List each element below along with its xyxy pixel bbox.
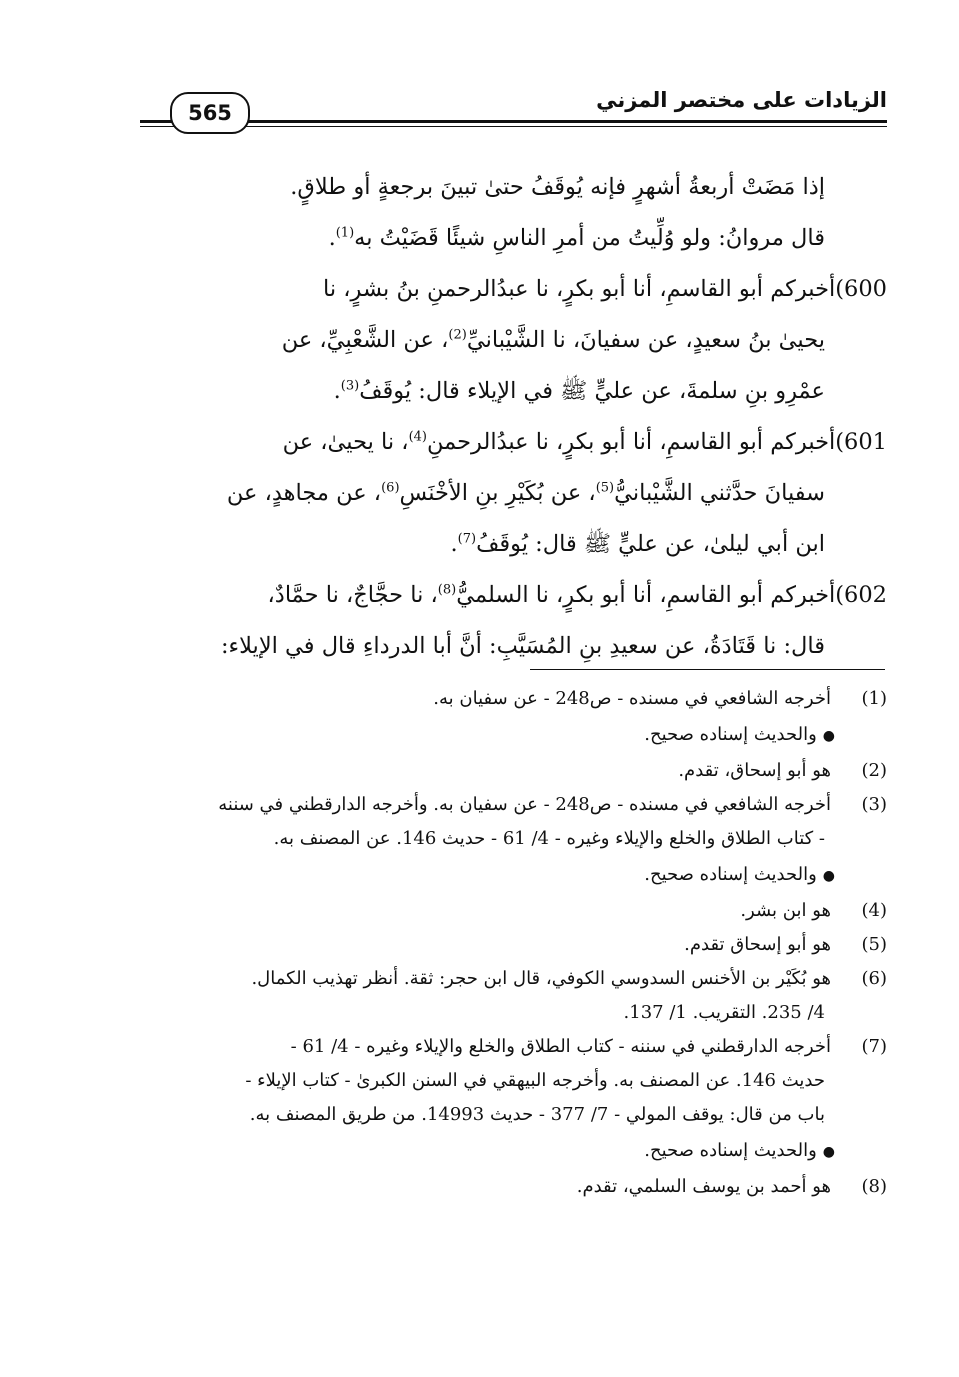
footnote-number: (6) bbox=[861, 968, 887, 989]
footnote-6-cont: 4/ 235. التقريب. 1/ 137. bbox=[623, 1002, 825, 1023]
footnote-number: (4) bbox=[861, 900, 887, 921]
footnote-7: (7)أخرجه الدارقطني في سننه - كتاب الطلاق والخلع والإيلاء وغيره - 4/ 61 - bbox=[140, 1030, 887, 1064]
footnote-ref: (5) bbox=[595, 480, 615, 496]
text-line: إذا مَضَتْ أربعةُ أشهرٍ فإنه يُوقَفُ حتىٰ تبينَ برجعةٍ أو طلاقٍ. bbox=[290, 174, 825, 200]
footnote-divider bbox=[530, 669, 885, 670]
text-line: قال مروانُ: ولو وُلِّيتُ من أمرِ الناسِ شيئًا قَضَيْتُ به$^{(1)}$. bbox=[328, 225, 825, 251]
hadith-601: 601)أخبركم أبو القاسمِ، أنا أبو بكرٍ، نا عبدُالرحمنِ$^{(4)}$، نا يحيىٰ، عن bbox=[140, 417, 887, 468]
hadith-600: 600)أخبركم أبو القاسمِ، أنا أبو بكرٍ، نا عبدُالرحمنِ بنُ بشرٍ، نا bbox=[140, 264, 887, 315]
running-title: الزيادات على مختصر المزني bbox=[590, 88, 887, 112]
footnote-ref: (2) bbox=[448, 327, 467, 343]
footnote-4: (4)هو ابن بشر. bbox=[140, 894, 887, 928]
page-number: 565 bbox=[170, 92, 250, 134]
footnote-ref: (8) bbox=[437, 582, 457, 598]
text-line: يحيىٰ بنُ سعيدٍ، عن سفيانَ، نا الشَّيْبانيِّ$^{(2)}$، عن الشَّعْبِيِّ، عن bbox=[281, 327, 825, 353]
footnote-5: (5)هو أبو إسحاق تقدم. bbox=[140, 928, 887, 962]
footnote-3-cont: - كتاب الطلاق والخلع والإيلاء وغيره - 4/ 61 - حديث 146. عن المصنف به. bbox=[273, 828, 825, 849]
footnote-1-note: ●والحديث إسناده صحيح. bbox=[140, 716, 887, 754]
hadith-number: 601) bbox=[835, 429, 887, 455]
main-text bbox=[140, 162, 887, 672]
text-line: سفيانَ حدَّثني الشَّيْبانيُّ$^{(5)}$، عن بُكَيْرِ بنِ الأخْنَسِ$^{(6)}$، عن مجاهدٍ، عن bbox=[226, 480, 825, 506]
header-rule-thin bbox=[140, 126, 887, 127]
footnote-number: (2) bbox=[861, 760, 887, 781]
hadith-number: 602) bbox=[835, 582, 887, 608]
footnote-1: (1)أخرجه الشافعي في مسنده - ص248 - عن سفيان به. bbox=[140, 682, 887, 716]
footnote-ref: (6) bbox=[381, 480, 400, 496]
footnote-number: (1) bbox=[861, 688, 887, 709]
footnote-7-cont: باب من قال: يوقف المولي - 7/ 377 - حديث 14993. من طريق المصنف به. bbox=[249, 1104, 825, 1125]
footnote-7-cont: حديث 146. عن المصنف به. وأخرجه البيهقي في السنن الكبرىٰ - كتاب الإيلاء - bbox=[245, 1070, 825, 1091]
text-line: ابن أبي ليلىٰ، عن عليٍّ ﷺ قال: يُوقَفُ$^{(7)}$. bbox=[450, 531, 825, 557]
footnote-2: (2)هو أبو إسحاق، تقدم. bbox=[140, 754, 887, 788]
footnote-ref: (4) bbox=[408, 429, 427, 445]
footnote-ref: (1) bbox=[335, 225, 355, 241]
bullet-icon: ● bbox=[822, 868, 835, 884]
bullet-icon: ● bbox=[822, 1144, 835, 1160]
footnote-number: (8) bbox=[861, 1176, 887, 1197]
page-header bbox=[140, 82, 887, 130]
text-line: عمْرِو بنِ سلمةَ، عن عليٍّ ﷺ في الإيلاء قال: يُوقَفُ$^{(3)}$. bbox=[333, 378, 825, 404]
footnote-number: (5) bbox=[861, 934, 887, 955]
footnote-7-note: ●والحديث إسناده صحيح. bbox=[140, 1132, 887, 1170]
footnotes bbox=[140, 682, 887, 1204]
footnote-8: (8)هو أحمد بن يوسف السلمي، تقدم. bbox=[140, 1170, 887, 1204]
bullet-icon: ● bbox=[822, 728, 835, 744]
hadith-number: 600) bbox=[835, 276, 887, 302]
hadith-602: 602)أخبركم أبو القاسمِ، أنا أبو بكرٍ، نا السلميُّ$^{(8)}$، نا حجَّاجٌ، نا حمَّادٌ، bbox=[140, 570, 887, 621]
footnote-number: (3) bbox=[861, 794, 887, 815]
text-line: قال: نا قَتَادَةُ، عن سعيدِ بنِ المُسَيَّبِ: أنَّ أبا الدرداءِ قال في الإيلاء: bbox=[220, 633, 825, 659]
footnote-ref: (3) bbox=[340, 378, 360, 394]
header-rule bbox=[140, 120, 887, 123]
footnote-6: (6)هو بُكَيْر بن الأخنس السدوسي الكوفي، قال ابن حجر: ثقة. أنظر تهذيب الكمال. bbox=[140, 962, 887, 996]
footnote-3: (3)أخرجه الشافعي في مسنده - ص248 - عن سفيان به. وأخرجه الدارقطني في سننه bbox=[140, 788, 887, 822]
footnote-number: (7) bbox=[861, 1036, 887, 1057]
footnote-ref: (7) bbox=[457, 531, 477, 547]
footnote-3-note: ●والحديث إسناده صحيح. bbox=[140, 856, 887, 894]
